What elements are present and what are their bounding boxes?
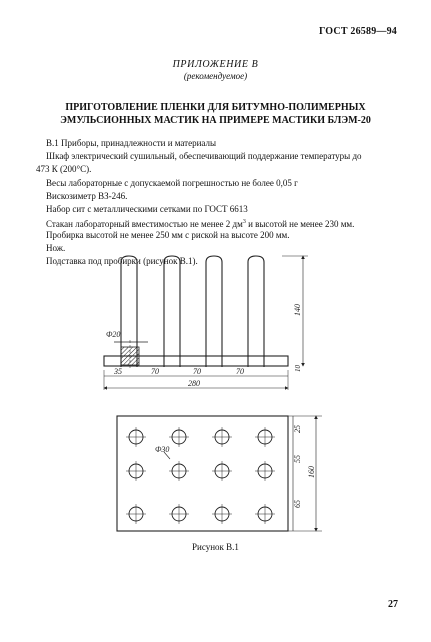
body-line: Шкаф электрический сушильный, обеспечивающий поддержание температуры до [46,151,362,161]
body-line: Нож. [46,243,66,253]
dim-10: 10 [294,365,302,372]
page-number: 27 [388,599,398,610]
dim-35: 35 [114,367,122,376]
dim-280: 280 [188,379,200,388]
title-line-2: ЭМУЛЬСИОННЫХ МАСТИК НА ПРИМЕРЕ МАСТИКИ БЛЭМ-20 [60,115,371,126]
dim-140: 140 [293,304,302,316]
appendix-label: ПРИЛОЖЕНИЕ В [172,59,259,70]
body-line: Весы лабораторные с допускаемой погрешностью не более 0,05 г [46,178,298,188]
standard-header: ГОСТ 26589—94 [318,26,397,37]
test-tube [206,256,222,367]
dim-diameter: Ф20 [106,330,121,339]
dim-25: 25 [293,425,302,433]
body-line: В.1 Приборы, принадлежности и материалы [46,138,217,148]
dim-160: 160 [307,466,316,478]
body-text: Стакан лабораторный вместимостью не менее 2 дм [46,219,243,229]
figure-caption: Рисунок В.1 [192,542,239,552]
dim-plan-diameter: Ф30 [155,445,170,454]
body-line: Набор сит с металлическими сетками по ГОСТ 6613 [46,204,248,214]
body-text: и высотой не менее 230 мм. [245,219,355,229]
dim-70b: 70 [193,367,201,376]
body-line: 473 К (200°С). [36,164,92,174]
test-tubes [121,256,264,367]
dim-65: 65 [293,500,302,508]
body-line: Вискозиметр ВЗ-246. [46,191,128,201]
superscript: 3 [242,219,246,225]
body-line: Пробирка высотой не менее 250 мм с риской на высоте 200 мм. [46,230,290,240]
title-line-1: ПРИГОТОВЛЕНИЕ ПЛЕНКИ ДЛЯ БИТУМНО-ПОЛИМЕРНЫХ [65,102,366,113]
dim-55: 55 [293,455,302,463]
body-line: Подставка под пробирки (рисунок В.1). [46,256,198,266]
dim-70a: 70 [151,367,159,376]
test-tube [248,256,264,367]
test-tube [164,256,180,367]
appendix-note: (рекомендуемое) [183,71,248,81]
hole-grid [129,430,272,521]
dim-70c: 70 [236,367,244,376]
